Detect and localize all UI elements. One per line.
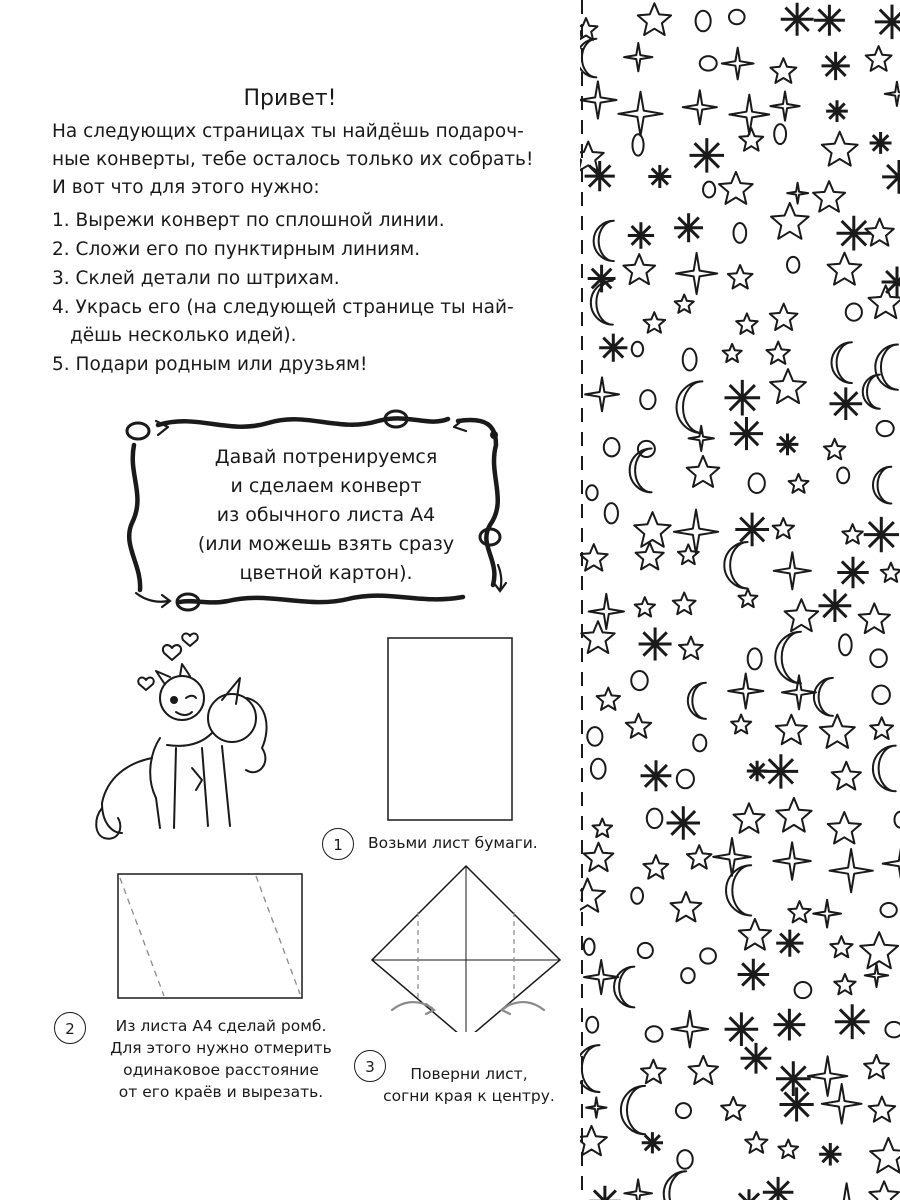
- circle-dot-icon: [787, 257, 799, 273]
- burst-icon: [864, 517, 899, 552]
- circle-dot-icon: [677, 1150, 692, 1169]
- bubble-line: (или можешь взять сразу: [197, 533, 455, 555]
- circle-dot-icon: [638, 943, 653, 958]
- burst-icon: [741, 1043, 772, 1074]
- step-item-4-continuation: дёшь несколько идей).: [70, 325, 297, 346]
- bubble-line: из обычного листа А4: [216, 504, 436, 526]
- sparkle-icon: [722, 48, 754, 80]
- star-icon: [776, 798, 811, 832]
- intro-line: ные конверты, тебе осталось только их собрать!: [52, 149, 534, 170]
- step-item-5: 5. Подари родным или друзьям!: [52, 354, 368, 375]
- sparkle-icon: [813, 900, 841, 928]
- circle-dot-icon: [591, 759, 606, 779]
- moon-icon: [814, 678, 833, 716]
- sparkle-icon: [672, 1011, 709, 1048]
- sparkle-icon: [683, 90, 717, 124]
- sparkle-icon: [826, 1183, 868, 1200]
- pony-illustration: [72, 628, 272, 848]
- burst-icon: [639, 628, 672, 661]
- sparkle-icon: [618, 92, 662, 136]
- intro-line: На следующих страницах ты найдёшь подароч-: [52, 121, 524, 142]
- star-icon: [719, 172, 753, 204]
- star-icon: [773, 518, 794, 538]
- moon-icon: [832, 342, 852, 383]
- sparkle-icon: [770, 92, 799, 121]
- star-icon: [770, 58, 796, 83]
- circle-dot-icon: [676, 1103, 691, 1118]
- moon-icon: [775, 632, 801, 683]
- burst-icon: [835, 1004, 870, 1039]
- star-icon: [738, 589, 757, 607]
- circle-dot-icon: [748, 648, 762, 669]
- star-icon: [675, 295, 694, 313]
- circle-dot-icon: [729, 10, 745, 24]
- circle-dot-icon: [586, 485, 597, 500]
- burst-icon: [830, 387, 863, 420]
- star-icon: [634, 512, 671, 547]
- star-icon: [824, 439, 846, 460]
- bubble-line: цветной картон).: [239, 562, 413, 584]
- star-icon: [766, 342, 790, 364]
- intro-line: И вот что для этого нужно:: [52, 177, 320, 198]
- step-caption-1: Возьми лист бумаги.: [368, 834, 538, 852]
- circle-dot-icon: [605, 503, 618, 523]
- star-icon: [776, 715, 807, 745]
- star-icon: [788, 901, 810, 922]
- star-icon: [623, 254, 655, 284]
- star-icon: [870, 1138, 900, 1173]
- burst-icon: [826, 100, 848, 122]
- fold-diamond-diagram: [360, 860, 576, 1032]
- sparkle-icon: [585, 377, 619, 411]
- star-icon: [789, 474, 809, 493]
- step-caption-2: Из листа А4 сделай ромб. Для этого нужно отмерить одинаковое расстояние от его краёв и вырезать.: [110, 1017, 332, 1101]
- star-icon: [643, 855, 668, 879]
- circle-dot-icon: [640, 390, 655, 409]
- burst-icon: [764, 754, 798, 788]
- star-icon: [626, 714, 651, 738]
- star-icon: [739, 128, 763, 151]
- star-icon: [731, 715, 751, 734]
- steps-list: [52, 207, 572, 379]
- sparkle-icon: [586, 1097, 606, 1117]
- star-icon: [641, 1060, 666, 1084]
- sheet-of-paper-diagram: [380, 630, 520, 830]
- circle-dot-icon: [837, 468, 849, 484]
- star-icon: [644, 312, 666, 333]
- sparkle-icon: [728, 674, 763, 709]
- star-icon: [865, 219, 894, 246]
- step-item-4: 4. Укрась его (на следующей странице ты най- дёшь несколько идей).: [52, 294, 572, 350]
- burst-icon: [776, 1061, 811, 1096]
- star-icon: [679, 637, 703, 660]
- star-icon: [687, 456, 720, 487]
- star-icon: [745, 1132, 767, 1153]
- circle-dot-icon: [870, 649, 887, 667]
- burst-icon: [735, 513, 769, 547]
- moon-icon: [594, 221, 614, 261]
- star-icon: [593, 819, 613, 838]
- star-icon: [721, 1097, 745, 1120]
- burst-icon: [814, 5, 845, 36]
- star-icon: [580, 544, 608, 571]
- burst-icon: [725, 380, 761, 416]
- circle-dot-icon: [774, 124, 786, 144]
- sparkle-icon: [773, 842, 810, 880]
- circle-dot-icon: [749, 473, 765, 493]
- star-icon: [830, 936, 852, 957]
- moon-icon: [726, 865, 751, 915]
- star-icon: [869, 285, 900, 318]
- star-icon: [580, 879, 605, 912]
- burst-icon: [781, 3, 814, 36]
- star-icon: [771, 203, 809, 239]
- circle-dot-icon: [587, 727, 602, 746]
- star-icon: [580, 1126, 607, 1155]
- star-icon: [723, 344, 742, 362]
- star-icon: [734, 803, 765, 833]
- star-icon: [671, 892, 702, 921]
- burst-icon: [774, 1009, 806, 1041]
- star-icon: [828, 253, 862, 285]
- circle-dot-icon: [631, 888, 643, 904]
- star-icon: [597, 688, 620, 710]
- bubble-line: и сделаем конверт: [230, 475, 422, 497]
- moon-icon: [614, 967, 634, 1008]
- burst-icon: [725, 1012, 759, 1046]
- burst-icon: [882, 267, 900, 298]
- sparkle-icon: [580, 81, 617, 118]
- star-icon: [870, 717, 893, 739]
- sparkle-icon: [624, 43, 652, 71]
- sparkle-icon: [676, 253, 717, 294]
- sparkle-icon: [774, 552, 811, 589]
- sparkle-icon: [830, 849, 873, 892]
- step-number-badge: 2: [54, 1012, 86, 1044]
- sparkle-icon: [883, 845, 900, 883]
- star-icon: [785, 599, 819, 631]
- burst-icon: [819, 589, 852, 622]
- circle-dot-icon: [647, 809, 663, 828]
- star-icon: [859, 603, 890, 633]
- moon-icon: [863, 375, 880, 409]
- star-icon: [581, 621, 614, 653]
- star-icon: [864, 1055, 889, 1079]
- moon-icon: [688, 683, 706, 719]
- a4-rhombus-diagram: [112, 868, 308, 1004]
- moon-icon: [873, 746, 896, 792]
- step-caption-3: Поверни лист, согни края к центру.: [383, 1065, 555, 1105]
- star-icon: [832, 762, 861, 790]
- circle-dot-icon: [632, 342, 643, 357]
- burst-icon: [642, 1132, 663, 1153]
- burst-icon: [777, 434, 799, 456]
- star-icon: [828, 812, 861, 844]
- star-icon: [635, 597, 655, 616]
- step-item-1: 1. Вырежи конверт по сплошной линии.: [52, 210, 445, 231]
- burst-icon: [585, 161, 615, 191]
- star-icon: [638, 3, 671, 35]
- star-icon: [739, 919, 771, 950]
- star-icon: [834, 974, 855, 994]
- step-number-badge: 3: [354, 1050, 386, 1082]
- burst-icon: [588, 265, 616, 293]
- burst-icon: [819, 1143, 841, 1166]
- burst-icon: [870, 132, 892, 154]
- sparkle-icon: [729, 95, 769, 135]
- burst-icon: [641, 760, 672, 791]
- sparkle-icon: [787, 183, 808, 204]
- circle-dot-icon: [700, 56, 717, 70]
- star-icon: [728, 265, 753, 289]
- circle-dot-icon: [677, 770, 694, 789]
- sparkle-icon: [885, 82, 900, 106]
- burst-icon: [822, 52, 850, 80]
- circle-dot-icon: [584, 939, 595, 955]
- circle-dot-icon: [703, 182, 715, 198]
- burst-icon: [735, 1189, 764, 1200]
- burst-icon: [730, 417, 763, 450]
- burst-icon: [837, 557, 868, 588]
- circle-dot-icon: [681, 968, 694, 983]
- moon-icon: [664, 1171, 686, 1200]
- sparkle-icon: [713, 838, 751, 876]
- circle-dot-icon: [894, 812, 900, 828]
- circle-dot-icon: [693, 735, 706, 752]
- burst-icon: [589, 1186, 620, 1200]
- circle-dot-icon: [734, 223, 747, 243]
- star-icon: [636, 543, 664, 570]
- star-icon: [869, 1181, 899, 1200]
- burst-icon: [875, 5, 900, 40]
- burst-icon: [599, 334, 627, 362]
- circle-dot-icon: [700, 948, 716, 963]
- star-icon: [778, 1140, 798, 1159]
- burst-icon: [882, 160, 900, 194]
- circle-dot-icon: [877, 421, 894, 436]
- circle-dot-icon: [631, 671, 647, 690]
- circle-dot-icon: [604, 438, 620, 456]
- circle-dot-icon: [885, 1022, 900, 1037]
- circle-dot-icon: [872, 685, 890, 704]
- burst-icon: [674, 213, 703, 242]
- star-icon: [584, 843, 614, 871]
- circle-dot-icon: [632, 134, 643, 155]
- star-icon: [770, 304, 798, 330]
- bubble-text: [140, 443, 512, 588]
- moon-icon: [677, 381, 703, 433]
- burst-icon: [648, 165, 671, 188]
- intro-block: [52, 118, 572, 379]
- star-icon: [866, 46, 892, 71]
- sparkle-icon: [624, 1179, 652, 1200]
- page-title: Привет!: [243, 86, 337, 111]
- circle-dot-icon: [880, 903, 896, 917]
- moon-icon: [875, 344, 898, 389]
- star-icon: [687, 845, 712, 868]
- burst-icon: [776, 930, 803, 957]
- step-number-badge: 1: [322, 828, 354, 860]
- circle-dot-icon: [586, 1017, 598, 1033]
- star-icon: [736, 313, 758, 334]
- sparkle-icon: [782, 675, 816, 709]
- burst-icon: [763, 1177, 794, 1200]
- star-pattern-strip: [580, 0, 900, 1200]
- step-item-3: 3. Склей детали по штрихам.: [52, 268, 340, 289]
- star-icon: [881, 563, 900, 582]
- star-icon: [673, 593, 696, 615]
- circle-dot-icon: [696, 11, 711, 32]
- star-icon: [822, 132, 858, 166]
- star-icon: [869, 1097, 896, 1122]
- circle-dot-icon: [646, 1026, 663, 1041]
- step-item-2: 2. Сложи его по пунктирным линиям.: [52, 239, 421, 260]
- burst-icon: [738, 959, 770, 991]
- star-icon: [860, 932, 898, 968]
- burst-icon: [667, 806, 701, 840]
- moon-icon: [580, 39, 596, 78]
- moon-icon: [724, 542, 747, 589]
- bubble-line: Давай потренируемся: [214, 446, 438, 468]
- star-icon: [813, 181, 845, 212]
- moon-icon: [630, 448, 652, 492]
- star-icon: [770, 369, 806, 403]
- star-icon: [842, 524, 863, 544]
- circle-dot-icon: [846, 304, 862, 321]
- burst-icon: [690, 138, 725, 173]
- star-icon: [820, 715, 855, 748]
- burst-icon: [628, 222, 654, 248]
- circle-dot-icon: [839, 634, 852, 655]
- burst-icon: [780, 1087, 814, 1121]
- burst-icon: [837, 216, 872, 251]
- star-icon: [689, 1056, 719, 1084]
- moon-icon: [873, 467, 891, 504]
- sparkle-icon: [589, 594, 624, 629]
- sparkle-icon: [674, 510, 718, 554]
- moon-icon: [621, 1086, 645, 1134]
- circle-dot-icon: [683, 349, 697, 371]
- circle-dot-icon: [795, 982, 812, 998]
